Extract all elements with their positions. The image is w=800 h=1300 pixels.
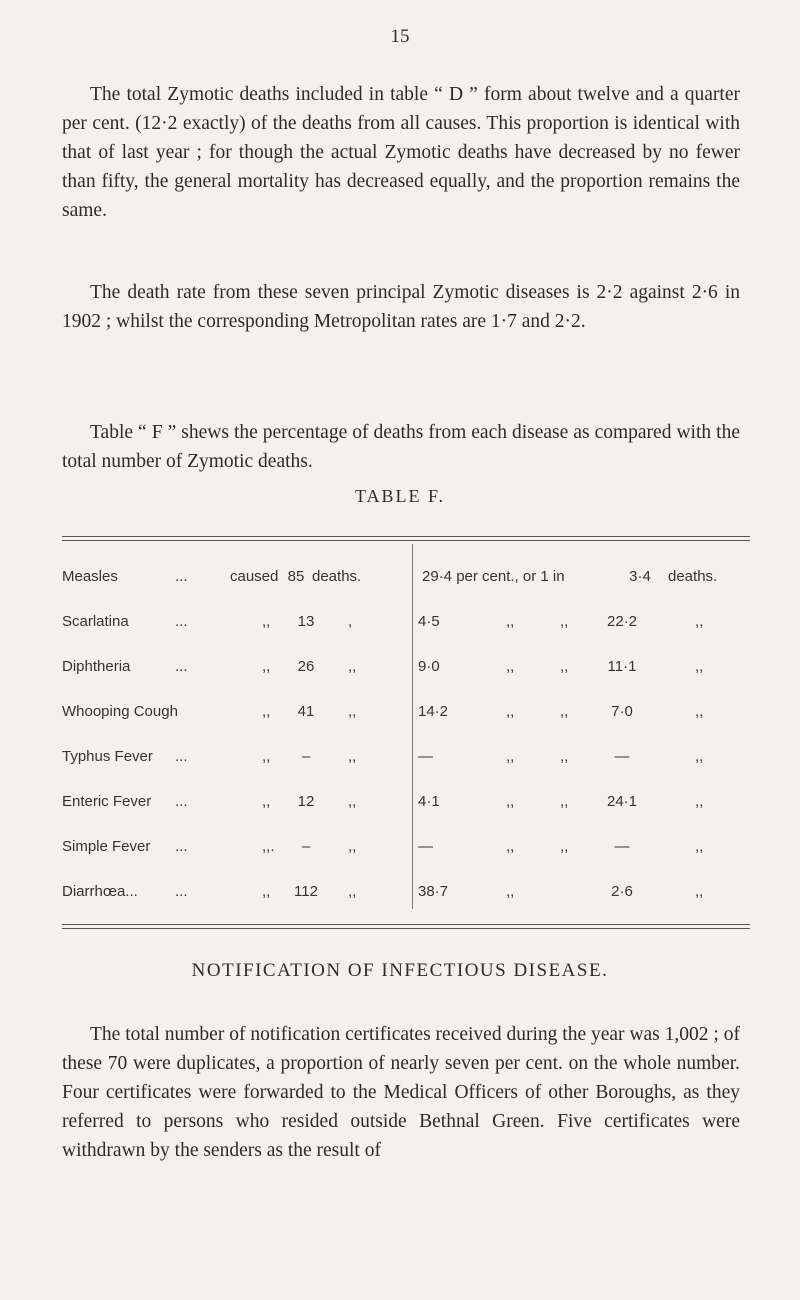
table-cell-num: –	[301, 748, 311, 765]
table-cell-pct: 4·5	[418, 613, 440, 630]
table-cell-num: 112	[294, 883, 318, 900]
table-cell-ditto2: ,,	[348, 883, 357, 900]
table-cell-name: Whooping Cough	[62, 703, 178, 720]
table-cell-q3: ,,	[695, 703, 704, 720]
table-cell-ditto1: ,,	[262, 793, 271, 810]
table-cell-name: Enteric Fever	[62, 793, 152, 810]
table-cell-ditto1: ,,.	[262, 838, 275, 855]
table-row	[0, 613, 800, 641]
table-cell-q2: ,,	[560, 748, 569, 765]
table-cell-rate: 2·6	[611, 883, 633, 900]
table-cell-name: Diphtheria	[62, 658, 131, 675]
table-cell-q3: ,,	[695, 748, 704, 765]
table-cell-rate: —	[614, 748, 630, 765]
table-cell-ditto1: ,,	[262, 613, 271, 630]
table-cell-num: 26	[297, 658, 315, 675]
table-cell-ditto2: ,,	[348, 703, 357, 720]
table-cell-ditto2: ,	[348, 613, 353, 630]
paragraph-death-rate: The death rate from these seven principal Zymotic diseases is 2·2 against 2·6 in 1902 ; whilst the corresponding Metropolitan rates are 1·7 and 2·2.	[62, 282, 740, 332]
table-cell-pct: 38·7	[418, 883, 449, 900]
table-top-rule	[62, 536, 750, 537]
table-cell-ditto1: caused	[230, 568, 279, 585]
table-bottom-rule	[62, 924, 750, 925]
table-cell-rate: 7·0	[611, 703, 633, 720]
paragraph-zymotic-proportion: The total Zymotic deaths included in table “ D ” form about twelve and a quarter per cent. (12·2 exactly) of the deaths from all causes. This proportion is identical with that of last year ; for though the actual Zymotic deaths have decreased by no fewer than fifty, the general mortality has decreased equally, and the proportion remains the same.	[62, 84, 740, 221]
table-cell-rate: 3·4	[629, 568, 651, 585]
table-cell-dots: ...	[175, 748, 188, 765]
table-cell-q3: ,,	[695, 793, 704, 810]
table-cell-num: 85	[287, 568, 305, 585]
table-cell-q3: deaths.	[668, 568, 718, 585]
table-cell-dots: ...	[175, 883, 188, 900]
table-cell-ditto1: ,,	[262, 703, 271, 720]
table-cell-ditto2: ,,	[348, 748, 357, 765]
table-top-rule-2	[62, 540, 750, 541]
table-cell-dots: ...	[175, 658, 188, 675]
table-cell-pct: —	[418, 838, 433, 855]
section-heading: NOTIFICATION OF INFECTIOUS DISEASE.	[191, 960, 609, 981]
table-cell-rate: 22·2	[606, 613, 638, 630]
table-cell-dots: ...	[175, 838, 188, 855]
table-row	[0, 658, 800, 686]
table-cell-pct: 29·4 per cent., or 1 in	[422, 568, 565, 585]
table-cell-ditto1: ,,	[262, 658, 271, 675]
table-cell-ditto2: ,,	[348, 658, 357, 675]
table-cell-q1: ,,	[506, 793, 515, 810]
table-cell-name: Scarlatina	[62, 613, 129, 630]
table-cell-num: 41	[297, 703, 315, 720]
table-cell-num: 13	[297, 613, 315, 630]
table-row	[0, 793, 800, 821]
paragraph-table-f-intro: Table “ F ” shews the percentage of deaths from each disease as compared with the total number of Zymotic deaths.	[62, 422, 740, 472]
table-cell-q2: ,,	[560, 658, 569, 675]
table-cell-name: Diarrhœa...	[62, 883, 138, 900]
table-cell-q1: ,,	[506, 658, 515, 675]
table-cell-name: Simple Fever	[62, 838, 151, 855]
table-cell-q1: ,,	[506, 703, 515, 720]
table-cell-q3: ,,	[695, 883, 704, 900]
table-title: TABLE F.	[354, 486, 446, 506]
table-cell-dots: ...	[175, 613, 188, 630]
table-cell-pct: 14·2	[418, 703, 449, 720]
table-cell-q3: ,,	[695, 838, 704, 855]
table-row	[0, 883, 800, 911]
table-cell-dots: ...	[175, 568, 188, 585]
table-cell-ditto1: ,,	[262, 748, 271, 765]
table-cell-rate: 24·1	[606, 793, 638, 810]
table-cell-name: Measles	[62, 568, 118, 585]
table-cell-rate: 11·1	[607, 658, 637, 675]
table-cell-q3: ,,	[695, 613, 704, 630]
table-row	[0, 703, 800, 731]
table-cell-ditto1: ,,	[262, 883, 271, 900]
table-cell-name: Typhus Fever	[62, 748, 153, 765]
table-cell-q2: ,,	[560, 838, 569, 855]
table-cell-q1: ,,	[506, 883, 515, 900]
table-cell-rate: —	[614, 838, 630, 855]
table-cell-num: 12	[297, 793, 315, 810]
table-row	[0, 838, 800, 866]
table-cell-q2: ,,	[560, 613, 569, 630]
paragraph-notification: The total number of notification certificates received during the year was 1,002 ; of these 70 were duplicates, a proportion of nearly seven per cent. on the whole number. Four certificates were forwarded to the Medical Officers of other Boroughs, as they referred to persons who resided outside Bethnal Green. Five certificates were withdrawn by the senders as the result of	[62, 1024, 740, 1161]
table-cell-ditto2: ,,	[348, 838, 357, 855]
table-cell-pct: —	[418, 748, 433, 765]
table-cell-q2: ,,	[560, 703, 569, 720]
table-cell-pct: 9·0	[418, 658, 440, 675]
table-cell-q3: ,,	[695, 658, 704, 675]
page-number: 15	[390, 26, 410, 47]
table-row	[0, 568, 800, 596]
table-cell-num: –	[301, 838, 311, 855]
table-row	[0, 748, 800, 776]
table-cell-q1: ,,	[506, 748, 515, 765]
table-cell-q1: ,,	[506, 613, 515, 630]
table-cell-ditto2: ,,	[348, 793, 357, 810]
table-cell-ditto2: deaths.	[312, 568, 362, 585]
table-cell-pct: 4·1	[418, 793, 440, 810]
table-cell-q1: ,,	[506, 838, 515, 855]
table-bottom-rule-2	[62, 928, 750, 929]
table-cell-q2: ,,	[560, 793, 569, 810]
table-cell-dots: ...	[175, 793, 188, 810]
